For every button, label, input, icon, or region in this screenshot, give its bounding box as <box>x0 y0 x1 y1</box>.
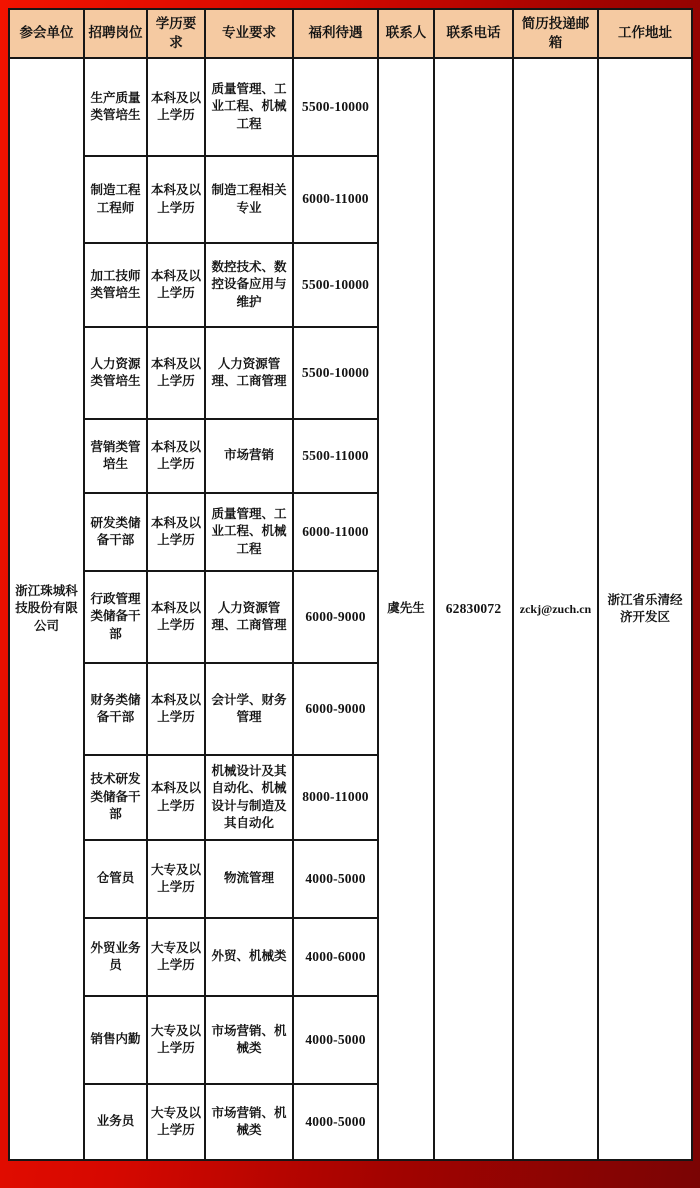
major-cell: 人力资源管理、工商管理 <box>205 571 293 663</box>
salary-cell: 8000-11000 <box>293 755 378 840</box>
salary-cell: 4000-5000 <box>293 1084 378 1160</box>
education-cell: 本科及以上学历 <box>147 663 205 755</box>
major-cell: 机械设计及其自动化、机械设计与制造及其自动化 <box>205 755 293 840</box>
salary-cell: 6000-9000 <box>293 571 378 663</box>
work-location-cell: 浙江省乐清经济开发区 <box>598 58 692 1160</box>
position-cell: 销售内勤 <box>84 996 147 1084</box>
position-cell: 人力资源类管培生 <box>84 327 147 419</box>
contact-phone-cell: 62830072 <box>434 58 513 1160</box>
major-cell: 会计学、财务管理 <box>205 663 293 755</box>
table-frame <box>8 8 693 1161</box>
position-cell: 研发类储备干部 <box>84 493 147 571</box>
salary-cell: 5500-10000 <box>293 58 378 156</box>
position-cell: 营销类管培生 <box>84 419 147 493</box>
header-work-location: 工作地址 <box>598 9 692 58</box>
header-contact-phone: 联系电话 <box>434 9 513 58</box>
major-cell: 市场营销、机械类 <box>205 996 293 1084</box>
position-cell: 行政管理类储备干部 <box>84 571 147 663</box>
header-major: 专业要求 <box>205 9 293 58</box>
header-row <box>9 9 692 58</box>
table-row <box>9 58 692 156</box>
company-cell: 浙江珠城科技股份有限公司 <box>9 58 84 1160</box>
header-resume-email: 简历投递邮箱 <box>513 9 598 58</box>
major-cell: 物流管理 <box>205 840 293 918</box>
major-cell: 市场营销、机械类 <box>205 1084 293 1160</box>
table-header <box>9 9 692 58</box>
position-cell: 仓管员 <box>84 840 147 918</box>
education-cell: 本科及以上学历 <box>147 243 205 327</box>
education-cell: 本科及以上学历 <box>147 571 205 663</box>
job-table-body <box>9 58 692 1160</box>
salary-cell: 4000-6000 <box>293 918 378 996</box>
education-cell: 本科及以上学历 <box>147 58 205 156</box>
salary-cell: 5500-10000 <box>293 243 378 327</box>
header-education: 学历要求 <box>147 9 205 58</box>
major-cell: 外贸、机械类 <box>205 918 293 996</box>
position-cell: 技术研发类储备干部 <box>84 755 147 840</box>
header-contact-person: 联系人 <box>378 9 434 58</box>
position-cell: 加工技师类管培生 <box>84 243 147 327</box>
contact-email-cell: zckj@zuch.cn <box>513 58 598 1160</box>
salary-cell: 4000-5000 <box>293 840 378 918</box>
position-cell: 制造工程工程师 <box>84 156 147 243</box>
major-cell: 制造工程相关专业 <box>205 156 293 243</box>
salary-cell: 6000-11000 <box>293 493 378 571</box>
education-cell: 本科及以上学历 <box>147 156 205 243</box>
header-company: 参会单位 <box>9 9 84 58</box>
position-cell: 财务类储备干部 <box>84 663 147 755</box>
salary-cell: 5500-11000 <box>293 419 378 493</box>
salary-cell: 6000-11000 <box>293 156 378 243</box>
education-cell: 大专及以上学历 <box>147 918 205 996</box>
major-cell: 数控技术、数控设备应用与维护 <box>205 243 293 327</box>
education-cell: 本科及以上学历 <box>147 327 205 419</box>
education-cell: 大专及以上学历 <box>147 996 205 1084</box>
education-cell: 本科及以上学历 <box>147 755 205 840</box>
position-cell: 生产质量类管培生 <box>84 58 147 156</box>
salary-cell: 4000-5000 <box>293 996 378 1084</box>
salary-cell: 6000-9000 <box>293 663 378 755</box>
position-cell: 业务员 <box>84 1084 147 1160</box>
header-salary: 福利待遇 <box>293 9 378 58</box>
major-cell: 市场营销 <box>205 419 293 493</box>
education-cell: 本科及以上学历 <box>147 493 205 571</box>
education-cell: 本科及以上学历 <box>147 419 205 493</box>
major-cell: 质量管理、工业工程、机械工程 <box>205 493 293 571</box>
education-cell: 大专及以上学历 <box>147 1084 205 1160</box>
contact-person-cell: 虞先生 <box>378 58 434 1160</box>
job-table <box>8 8 693 1161</box>
header-position: 招聘岗位 <box>84 9 147 58</box>
education-cell: 大专及以上学历 <box>147 840 205 918</box>
major-cell: 质量管理、工业工程、机械工程 <box>205 58 293 156</box>
salary-cell: 5500-10000 <box>293 327 378 419</box>
major-cell: 人力资源管理、工商管理 <box>205 327 293 419</box>
position-cell: 外贸业务员 <box>84 918 147 996</box>
